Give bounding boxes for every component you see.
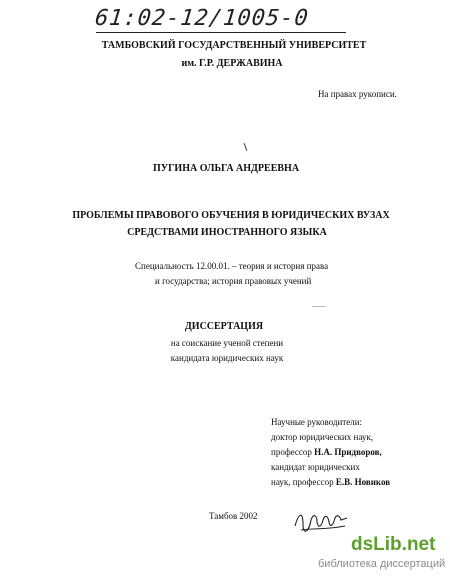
dissertation-title-line1: ПРОБЛЕМЫ ПРАВОВОГО ОБУЧЕНИЯ В ЮРИДИЧЕСКИХ ВУЗАХ [72, 210, 390, 221]
supervisor-line2 [271, 447, 382, 457]
watermark-tagline: библиотека диссертаций [318, 558, 446, 570]
dissertation-title-line2: СРЕДСТВАМИ ИНОСТРАННОГО ЯЗЫКА [127, 227, 327, 238]
specialty-line2: и государства; история правовых учений [155, 276, 312, 286]
supervisor-line4-prefix: наук, профессор [271, 477, 336, 487]
supervisor-line2-prefix: профессор [271, 447, 315, 457]
scan-speck [312, 306, 326, 307]
supervisor-name-novikov: Е.В. Новиков [335, 477, 391, 487]
signature-scribble [291, 506, 351, 536]
degree-line1: на соискание ученой степени [170, 338, 284, 348]
watermark-logo [351, 534, 435, 556]
watermark-logo-text: dsLib.net [351, 534, 436, 555]
author-name: ПУГИНА ОЛЬГА АНДРЕЕВНА [152, 163, 300, 174]
university-named-after: им. Г.Р. ДЕРЖАВИНА [181, 58, 283, 69]
supervisor-name-pridvorov: Н.А. Придворов, [314, 447, 382, 457]
supervisor-line4 [271, 477, 390, 487]
university-name: ТАМБОВСКИЙ ГОСУДАРСТВЕННЫЙ УНИВЕРСИТЕТ [101, 40, 367, 51]
manuscript-rights: На правах рукописи. [318, 89, 397, 99]
specialty-line1: Специальность 12.00.01. – теория и история права [135, 261, 329, 271]
handwritten-underline [96, 32, 346, 33]
degree-line2: кандидата юридических наук [170, 353, 284, 363]
supervisor-line1: доктор юридических наук, [271, 432, 373, 442]
handwritten-code: 61:02-12/1005-0 [93, 6, 311, 31]
supervisor-line3: кандидат юридических [271, 462, 360, 472]
dissertation-label: ДИССЕРТАЦИЯ [184, 321, 264, 332]
supervisors-heading: Научные руководители: [271, 417, 363, 427]
city-year: Тамбов 2002 [209, 511, 258, 521]
stray-mark [244, 143, 248, 151]
